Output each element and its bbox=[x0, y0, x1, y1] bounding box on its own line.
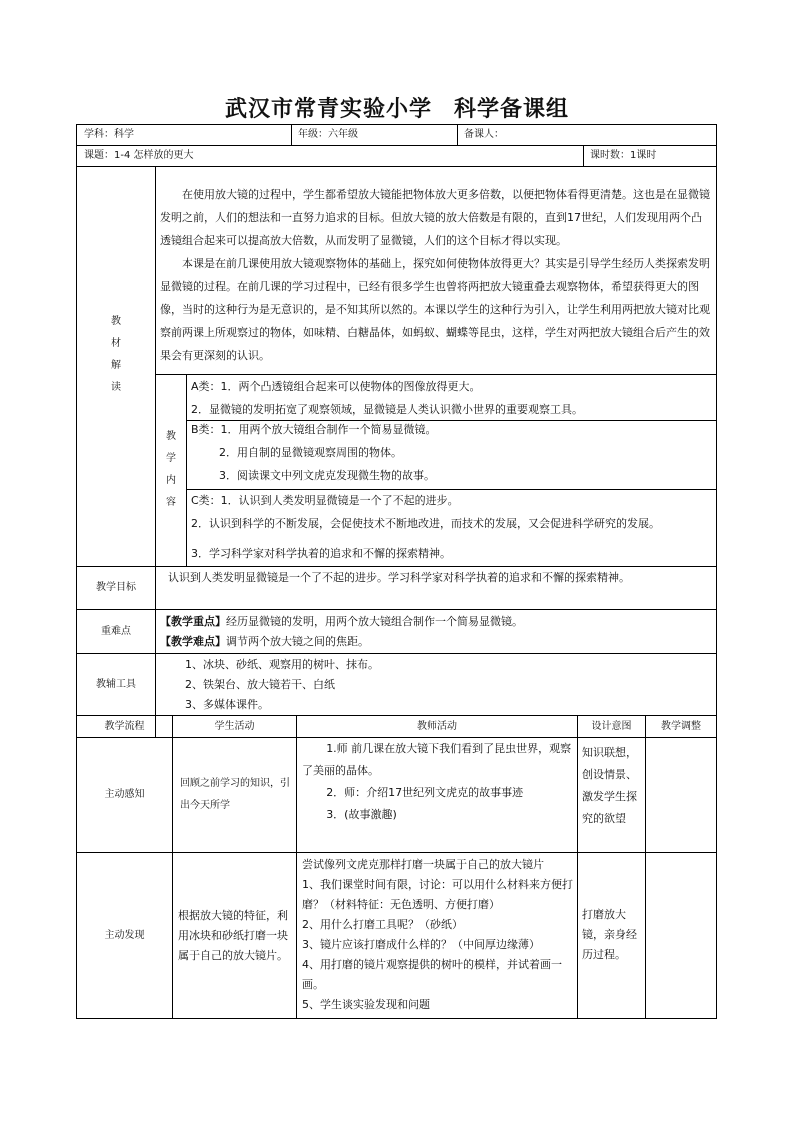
column-header: 教学调整 bbox=[661, 720, 701, 732]
list-item: 1、冰块、砂纸、观察用的树叶、抹布。 bbox=[185, 658, 379, 671]
content-label: 教 学 内 容 bbox=[166, 431, 176, 508]
textbook-analysis bbox=[160, 183, 712, 367]
list-item: 3、多媒体课件。 bbox=[185, 698, 269, 711]
goals-label: 教学目标 bbox=[96, 582, 136, 593]
teacher-activity: 尝试像列文虎克那样打磨一块属于自己的放大镜片 1、我们课堂时间有限，讨论：可以用什么材料来方便打磨？（材料特征：无色透明、方便打磨） 2、用什么打磨工具呢？（砂纸） 3、镜片应该打磨成什么样的？（中间厚边缘薄） 4、用打磨的镜片观察提供的树叶的模样，并试着画一画。 5、学生谈实验发现和问题 bbox=[302, 858, 573, 1011]
column-header: 教学流程 bbox=[104, 720, 145, 732]
column-header: 教师活动 bbox=[417, 720, 457, 732]
keypoints-text: 【教学重点】经历显微镜的发明，用两个放大镜组合制作一个简易显微镜。 【教学难点】调节两个放大镜之间的焦距。 bbox=[160, 615, 523, 648]
column-header: 学生活动 bbox=[214, 720, 255, 732]
textbook-label: 教 材 解 读 bbox=[111, 316, 121, 393]
textbook-paragraph: 本课是在前几课使用放大镜观察物体的基础上，探究如何使物体放得更大？其实是引导学生经历人类探索发明显微镜的过程。在前几课的学习过程中，已经有很多学生也曾将两把放大镜重叠去观察物体，希望获得更大的图像，当时的这种行为是无意识的，是不知其所以然的。本课以学生的这种行为引入，让学生利用两把放大镜对比观察前两课上所观察过的物体，如味精、白糖晶体，如蚂蚁、蝴蝶等昆虫，这样，学生对两把放大镜组合后产生的效果会有更深刻的认识。 bbox=[160, 257, 710, 362]
textbook-paragraph: 在使用放大镜的过程中，学生都希望放大镜能把物体放大更多倍数，以便把物体看得更清楚。这也是在显微镜发明之前，人们的想法和一直努力追求的目标。但放大镜的放大倍数是有限的，直到17世纪，人们发现用两个凸透镜组合起来可以提高放大倍数，从而发明了显微镜，人们的这个目标才得以实现。 bbox=[160, 188, 710, 247]
grade-field: 年级：六年级 bbox=[298, 129, 358, 140]
subject-field: 学科：科学 bbox=[84, 129, 134, 140]
stage-label: 主动感知 bbox=[104, 789, 145, 800]
goals-text: 认识到人类发明显微镜是一个了不起的进步。学习科学家对科学执着的追求和不懈的探索精神。 bbox=[168, 571, 630, 584]
design-intent: 打磨放大镜，亲身经历过程。 bbox=[582, 908, 637, 961]
student-activity: 根据放大镜的特征，利用冰块和砂纸打磨一块属于自己的放大镜片。 bbox=[178, 908, 288, 962]
page-title: 武汉市常青实验小学 科学备课组 bbox=[224, 96, 570, 122]
teacher-activity: 1.师 前几课在放大镜下我们看到了昆虫世界，观察了美丽的晶体。 2．师：介绍17世纪列文虎克的故事事迹 3．(故事激趣) bbox=[302, 742, 572, 821]
student-activity: 回顾之前学习的知识，引出今天所学 bbox=[180, 778, 290, 811]
lesson-title: 课题：1-4 怎样放的更大 bbox=[84, 150, 194, 161]
keypoints-label: 重难点 bbox=[101, 625, 131, 637]
tools-list bbox=[185, 655, 705, 715]
column-header: 设计意图 bbox=[591, 720, 632, 732]
preparer-field: 备课人： bbox=[464, 129, 504, 140]
stage-label: 主动发现 bbox=[104, 929, 145, 941]
content-a: A类：1．两个凸透镜组合起来可以使物体的图像放得更大。 2．显微镜的发明拓宽了观察领域，显微镜是人类认识微小世界的重要观察工具。 bbox=[191, 380, 583, 416]
content-c: C类：1．认识到人类发明显微镜是一个了不起的进步。 2．认识到科学的不断发展，会促使技术不断地改进，而技术的发展，又会促进科学研究的发展。 3．学习科学家对科学执着的追求和不懈的探索精神。 bbox=[191, 494, 660, 560]
period-count: 课时数：1课时 bbox=[590, 150, 657, 161]
list-item: 2、铁架台、放大镜若干、白纸 bbox=[185, 678, 335, 691]
design-intent: 知识联想，创设情景、激发学生探究的欲望 bbox=[582, 746, 637, 825]
tools-label: 教辅工具 bbox=[96, 678, 136, 690]
content-b: B类：1．用两个放大镜组合制作一个简易显微镜。 2．用自制的显微镜观察周围的物体。 3．阅读课文中列文虎克发现微生物的故事。 bbox=[191, 423, 437, 482]
